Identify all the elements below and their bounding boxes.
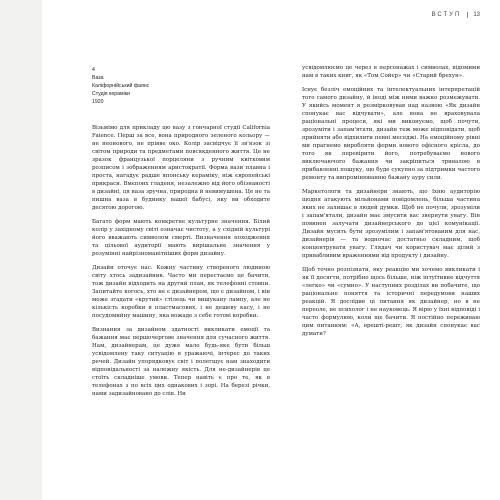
figure-maker: Каліфорнійський фаянс: [92, 83, 150, 89]
paragraph: Існує безліч емоційних та інтелектуальних інтерпретацій того самого дизайну, й іноді між ними важко розмежувати. У якийсь момент я розмірковував над назвою «Як дизайн спонукає вас відчувати», але вона не враховувала раціональні процеси, які ми виконуємо, щоб почути, зрозуміти і запам'ятати, дизайн теж може відповідати, щоб прийняти або відхилити певні меседжі. На емоційному рівні ми прагнемо виробляти форми нового офісного крісла, до того як перевірити його, потребуваємо нового виключаючого бажання чи закріпиться тривалою в прибавленні пошуку, що буде сукупно за підтримки частого ремонту та випромінюванню бажану ауру сили.: [302, 87, 480, 181]
figure-title: Ваза: [92, 75, 104, 81]
paragraph: Дизайн оточує нас. Кожну частину створеного людиною світу хтось задизайнив. Часто ми перестаємо це бачити, тож дизайн відходить на другий план, як телефонні стовпи. Запитайте когось, хто не є дизайнером, що є дизайном, і він може згадати «крутий» стілець чи вишукану лампу, але не кількість коробки в пластмасових, і не дешеву касу, і не посудомийну машину, яка вожаде з себе готові коробки.: [92, 265, 270, 319]
paragraph: Маркетологи та дизайнери знають, що їхню аудиторію щодня атакують мільйонами повідомлень, більша частина яких не залишає в людей думки. Щоб не почули, зрозуміли і запам'ятали, дизайн має змусити вас звернути увагу. Він повинен залучати дизайнерського до цієї комунікації. Дизайн мусить бути зрозумілим і запам'ятованим для нас, дизайнерів — та водночас достатньо складним, щоб концентрувати увагу. Глядач чи користувач має цілий з привабливим враженнями від продукту і дизайну.: [302, 189, 480, 259]
figure-studio: Студія кераміки: [92, 91, 130, 97]
page-number: 13: [473, 12, 480, 18]
header-divider: [467, 12, 468, 18]
paragraph: Візьмімо для прикладу цю вазу з гончарної студії California Faience. Перш за все, вона природного зеленого кольору — не неонового, не прівве око. Колір засвідчує її зв'язок зі світом природи та предметами повсякденного життя. Це не зразок французької порцеляни з ручним квітковим розписом і зображенням аристократії. Форма вази плавна і проста, нагадує радше японську кераміку, ніж європейські прикраси. Вмєпонх гладеня, незалежно від його обізнаності в дизайні, ця ваза зручна, природна й невимушена. Це не та пишна ваза в будинку вашої бабусі, яку ви обходите десятою дорогою.: [92, 125, 270, 211]
right-text-column: [302, 64, 480, 344]
figure-year: 1920: [92, 99, 104, 105]
paragraph: Визнання за дизайном здатності викликати емоції та бажання має першочергове значення для сучасного життя. Нам, дизайнерам, це дуже мало будь-яке бути більш усвідомлену таку ситуацію в уражаючі, інтерес до таких речей. Дизайн упорядковує світ і полегшує нам знаходити відповідальності за належну якість. Для не-дизайнерів це стоїть складніше умови. Тепер навіть є про те, як в телефонах з по всіх цих однакових і зорі. На березі річки, нами задизайновано до слів. Ни: [92, 327, 270, 397]
left-text-column: [92, 124, 270, 404]
paragraph: Щоб точно розпізнати, яку реакцію ми хочемо викликати і як її досягти, потрібно щось більше, ніж інтуїтивне відчуття «легко» чи «сумно». У наступних розділах ви побачите, що раціональне поняття та історичні передумови наших реакцій. Я дослідив ці питання як дизайнер, но в не переоле, не психолог і не науковець. Я вірю у їхні відповіді і часто формулюю, коли ще бачити. Я постійно переживаю цим питанням: «А, врешті-решт, як дизайн спонукає вас думати?: [302, 267, 480, 337]
section-title: ВСТУП: [431, 12, 462, 18]
paragraph: Багато форм мають конкретне культурне значення. Білий колір у західному світі означає чистоту, а у східній культурі його вважають символом смерті. Визначення походження та цільової аудиторії мають вирішальне значення у розумінні найрізноманітніших форм дизайну.: [92, 219, 270, 257]
paragraph: усвідомлюємо це через в персонажах і символах, відомими нам в таких книг, як «Том Сойєр» чи «Старий брехун».: [302, 65, 480, 79]
facing-page-edge: [0, 0, 42, 500]
figure-caption: [92, 66, 222, 106]
running-head: [300, 12, 480, 18]
figure-number: 4: [92, 67, 95, 73]
